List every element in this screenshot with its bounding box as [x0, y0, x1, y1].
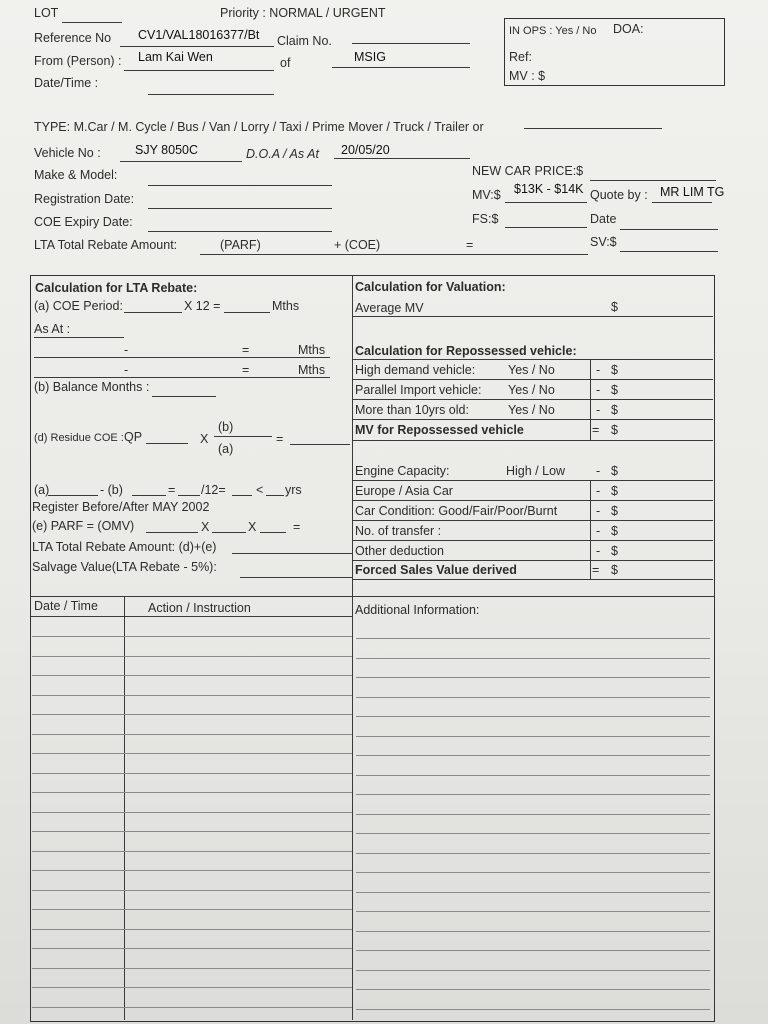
additional-info-line[interactable] [356, 697, 710, 698]
repo-title: Calculation for Repossessed vehicle: [355, 344, 577, 358]
deduction-line [353, 480, 713, 481]
quote-value[interactable]: MR LIM TG [660, 185, 725, 199]
from-value[interactable]: Lam Kai Wen [138, 50, 213, 64]
additional-info-line[interactable] [356, 677, 710, 678]
deduction-cur: $ [611, 524, 618, 538]
repo-row-cur: $ [611, 403, 618, 417]
deduction-label: Other deduction [355, 544, 444, 558]
doa-value[interactable]: 20/05/20 [341, 143, 390, 157]
deduction-op: - [596, 464, 601, 478]
datetime-line[interactable] [148, 94, 274, 95]
residue-qp-line[interactable] [146, 443, 188, 444]
salvage-label: Salvage Value(LTA Rebate - 5%): [32, 560, 217, 574]
of-value[interactable]: MSIG [354, 50, 386, 64]
reference-line [120, 46, 274, 47]
repo-title-underline [353, 359, 713, 360]
repo-total-op: = [592, 423, 600, 437]
additional-info-line[interactable] [356, 911, 710, 912]
additional-info-line[interactable] [356, 833, 710, 834]
coe-period-result-line[interactable] [224, 312, 270, 313]
repo-row-yesno[interactable]: Yes / No [508, 403, 555, 417]
as-at-row2-line[interactable] [34, 377, 330, 378]
additional-info-line[interactable] [356, 892, 710, 893]
log-entry-line[interactable] [32, 695, 352, 696]
repo-row-cur: $ [611, 383, 618, 397]
additional-info-line[interactable] [356, 989, 710, 990]
log-entry-line[interactable] [32, 890, 352, 891]
log-entry-line[interactable] [32, 968, 352, 969]
mv-value[interactable]: $13K - $14K [514, 182, 584, 196]
doa-line [334, 158, 470, 159]
coe-period-mths: Mths [272, 299, 300, 313]
residue-frac-bar [214, 436, 272, 437]
as-at-row2-dash: - [124, 363, 129, 377]
parf-rate-line[interactable] [260, 532, 286, 533]
deduction-line [353, 540, 713, 541]
coe-expiry-line[interactable] [148, 231, 332, 232]
as-at-row1-dash: - [124, 343, 129, 357]
additional-info-line[interactable] [356, 775, 710, 776]
additional-info-line[interactable] [356, 970, 710, 971]
deduction-cur: $ [611, 484, 618, 498]
date-line[interactable] [620, 229, 718, 230]
vehicle-no-value[interactable]: SJY 8050C [135, 143, 199, 157]
make-label: Make & Model: [34, 168, 118, 182]
rebate-line[interactable] [200, 254, 588, 255]
repo-row-label: Parallel Import vehicle: [355, 383, 482, 397]
lot-label: LOT [34, 6, 59, 20]
vehicle-type-line: TYPE: M.Car / M. Cycle / Bus / Van / Lorry / Taxi / Prime Mover / Truck / Trailer or [34, 120, 484, 134]
as-at-label: As At : [34, 322, 71, 336]
log-entry-line[interactable] [32, 987, 352, 988]
parf-x1: X [201, 520, 210, 534]
fs-line[interactable] [505, 227, 587, 228]
additional-info-line[interactable] [356, 755, 710, 756]
formula-e-line[interactable] [266, 495, 284, 496]
of-label: of [280, 56, 291, 70]
repo-total-line[interactable] [353, 440, 713, 441]
log-entry-line[interactable] [32, 734, 352, 735]
total-rebate-line[interactable] [232, 553, 352, 554]
deduction-cur: $ [611, 504, 618, 518]
fsv-label: Forced Sales Value derived [355, 563, 517, 577]
log-entry-line[interactable] [32, 929, 352, 930]
residue-frac-num: (b) [218, 420, 234, 434]
deduction-label: Europe / Asia Car [355, 484, 453, 498]
from-label: From (Person) : [34, 54, 122, 68]
sv-line[interactable] [620, 251, 718, 252]
datetime-label: Date/Time : [34, 76, 99, 90]
log-action-header: Action / Instruction [148, 601, 251, 615]
repo-row-cur: $ [611, 363, 618, 377]
as-at-row1-line[interactable] [34, 357, 330, 358]
log-date-header: Date / Time [34, 599, 98, 613]
fsv-op: = [592, 563, 600, 577]
average-mv-line[interactable] [353, 316, 713, 317]
formula-eq: = [168, 483, 176, 497]
as-at-row1-mths: Mths [298, 343, 326, 357]
residue-qp-label: QP [124, 430, 143, 444]
repo-total-label: MV for Repossessed vehicle [355, 423, 524, 437]
lta-title: Calculation for LTA Rebate: [35, 281, 198, 295]
coe-expiry-label: COE Expiry Date: [34, 215, 133, 229]
deduction-op: - [596, 524, 601, 538]
log-entry-line[interactable] [32, 1007, 352, 1008]
deduction-label: Engine Capacity: [355, 464, 450, 478]
log-entry-line[interactable] [32, 948, 352, 949]
additional-info-line[interactable] [356, 658, 710, 659]
ops-ref-label: Ref: [509, 50, 532, 64]
additional-info-line[interactable] [356, 950, 710, 951]
repo-total-cur: $ [611, 423, 618, 437]
claim-label: Claim No. [277, 34, 332, 48]
log-entry-line[interactable] [32, 851, 352, 852]
log-section-divider [31, 596, 714, 597]
fsv-cur: $ [611, 563, 618, 577]
vehicle-no-label: Vehicle No : [34, 146, 101, 160]
parf-x2: X [248, 520, 257, 534]
deduction-label: Car Condition: Good/Fair/Poor/Burnt [355, 504, 558, 518]
new-car-price-label: NEW CAR PRICE:$ [472, 164, 584, 178]
repo-row-op: - [596, 403, 601, 417]
deduction-line [353, 500, 713, 501]
coe-period-x12: X 12 = [184, 299, 221, 313]
formula-b-line[interactable] [132, 495, 166, 496]
mv-line [505, 202, 587, 203]
balance-months-line[interactable] [152, 396, 216, 397]
log-entry-line[interactable] [32, 831, 352, 832]
deduction-op: - [596, 504, 601, 518]
make-line[interactable] [148, 185, 332, 186]
reference-value[interactable]: CV1/VAL18016377/Bt [138, 28, 260, 42]
formula-a: (a) [34, 483, 50, 497]
fsv-line[interactable] [353, 579, 713, 580]
log-entry-line[interactable] [32, 636, 352, 637]
claim-line[interactable] [352, 43, 470, 44]
from-line [124, 70, 274, 71]
log-entry-line[interactable] [32, 870, 352, 871]
additional-info-line[interactable] [356, 853, 710, 854]
repo-row-op: - [596, 363, 601, 377]
vehicle-type-line-blank[interactable] [524, 128, 662, 129]
log-entry-line[interactable] [32, 714, 352, 715]
additional-info-label: Additional Information: [355, 603, 480, 617]
repo-row-label: More than 10yrs old: [355, 403, 469, 417]
quote-label: Quote by : [590, 188, 648, 202]
formula-a-line[interactable] [48, 495, 98, 496]
new-car-price-line[interactable] [590, 180, 716, 181]
vehicle-no-line [120, 161, 242, 162]
deduction-line [353, 520, 713, 521]
sv-label: SV:$ [590, 235, 617, 249]
date-label: Date [590, 212, 617, 226]
ops-box [504, 18, 725, 86]
reference-label: Reference No [34, 31, 112, 45]
deduction-op: - [596, 484, 601, 498]
log-entry-line[interactable] [32, 656, 352, 657]
doa-label: D.O.A / As At [246, 147, 319, 161]
log-entry-line[interactable] [32, 773, 352, 774]
parf-omv-line[interactable] [146, 532, 198, 533]
lot-line [62, 22, 122, 23]
deduction-line [353, 560, 713, 561]
additional-info-line[interactable] [356, 872, 710, 873]
additional-info-line[interactable] [356, 1009, 710, 1010]
reg-label: Registration Date: [34, 192, 135, 206]
additional-info-line[interactable] [356, 736, 710, 737]
deduction-op: - [596, 544, 601, 558]
residue-x: X [200, 432, 209, 446]
table-center-divider [352, 276, 353, 1020]
deduction-cur: $ [611, 464, 618, 478]
repo-row-line [353, 399, 713, 400]
repo-row-label: High demand vehicle: [355, 363, 476, 377]
parf-label: (PARF) [220, 238, 261, 252]
parf-calc-label: (e) PARF = (OMV) [32, 519, 135, 533]
as-at-row2-eq: = [242, 363, 250, 377]
rebate-label: LTA Total Rebate Amount: [34, 238, 178, 252]
log-entry-line[interactable] [32, 792, 352, 793]
log-entry-line[interactable] [32, 675, 352, 676]
coe-period-label: (a) COE Period: [34, 299, 123, 313]
formula-d-line[interactable] [232, 495, 252, 496]
ops-doa-label: DOA: [613, 22, 644, 36]
as-at-row2-mths: Mths [298, 363, 326, 377]
log-date-divider [124, 597, 125, 1020]
average-mv-label: Average MV [355, 301, 424, 315]
formula-c-line[interactable] [178, 495, 200, 496]
coe-period-line[interactable] [124, 312, 182, 313]
deduction-op-divider [590, 480, 591, 580]
reg-line[interactable] [148, 208, 332, 209]
log-entry-line[interactable] [32, 909, 352, 910]
additional-info-line[interactable] [356, 814, 710, 815]
ops-label: IN OPS : Yes / No [509, 25, 597, 37]
formula-rest: /12= [201, 483, 226, 497]
additional-info-line[interactable] [356, 716, 710, 717]
log-entry-line[interactable] [32, 812, 352, 813]
deduction-cur: $ [611, 544, 618, 558]
additional-info-line[interactable] [356, 794, 710, 795]
formula-b: - (b) [100, 483, 123, 497]
register-label: Register Before/After MAY 2002 [32, 500, 210, 514]
parf-factor-line[interactable] [212, 532, 246, 533]
deduction-extra[interactable]: High / Low [506, 464, 566, 478]
deduction-label: No. of transfer : [355, 524, 442, 538]
average-mv-dollar: $ [611, 300, 618, 314]
parf-eq: = [293, 520, 301, 534]
additional-info-line[interactable] [356, 638, 710, 639]
repo-row-yesno[interactable]: Yes / No [508, 363, 555, 377]
residue-eq: = [276, 432, 284, 446]
formula-yrs: yrs [285, 483, 302, 497]
repo-row-line [353, 379, 713, 380]
valuation-title: Calculation for Valuation: [355, 280, 506, 294]
of-line [332, 67, 470, 68]
rebate-equals: = [466, 238, 474, 252]
priority-label: Priority : NORMAL / URGENT [220, 6, 386, 20]
quote-line [652, 202, 712, 203]
balance-months-label: (b) Balance Months : [34, 380, 150, 394]
coe-label: + (COE) [334, 238, 381, 252]
log-entry-line[interactable] [32, 753, 352, 754]
formula-lt: < [256, 483, 264, 497]
as-at-row1-eq: = [242, 343, 250, 357]
additional-info-line[interactable] [356, 931, 710, 932]
repo-row-line [353, 419, 713, 420]
residue-frac-den: (a) [218, 442, 234, 456]
salvage-line[interactable] [240, 577, 352, 578]
repo-row-op: - [596, 383, 601, 397]
residue-result-line[interactable] [290, 444, 350, 445]
residue-coe-label: (d) Residue COE : [34, 432, 124, 444]
total-rebate-label: LTA Total Rebate Amount: (d)+(e) [32, 540, 217, 554]
log-header-underline [31, 616, 352, 617]
mv-label: MV:$ [472, 188, 501, 202]
repo-row-yesno[interactable]: Yes / No [508, 383, 555, 397]
fs-label: FS:$ [472, 212, 499, 226]
ops-mv-label: MV : $ [509, 69, 546, 83]
as-at-line[interactable] [34, 337, 124, 338]
